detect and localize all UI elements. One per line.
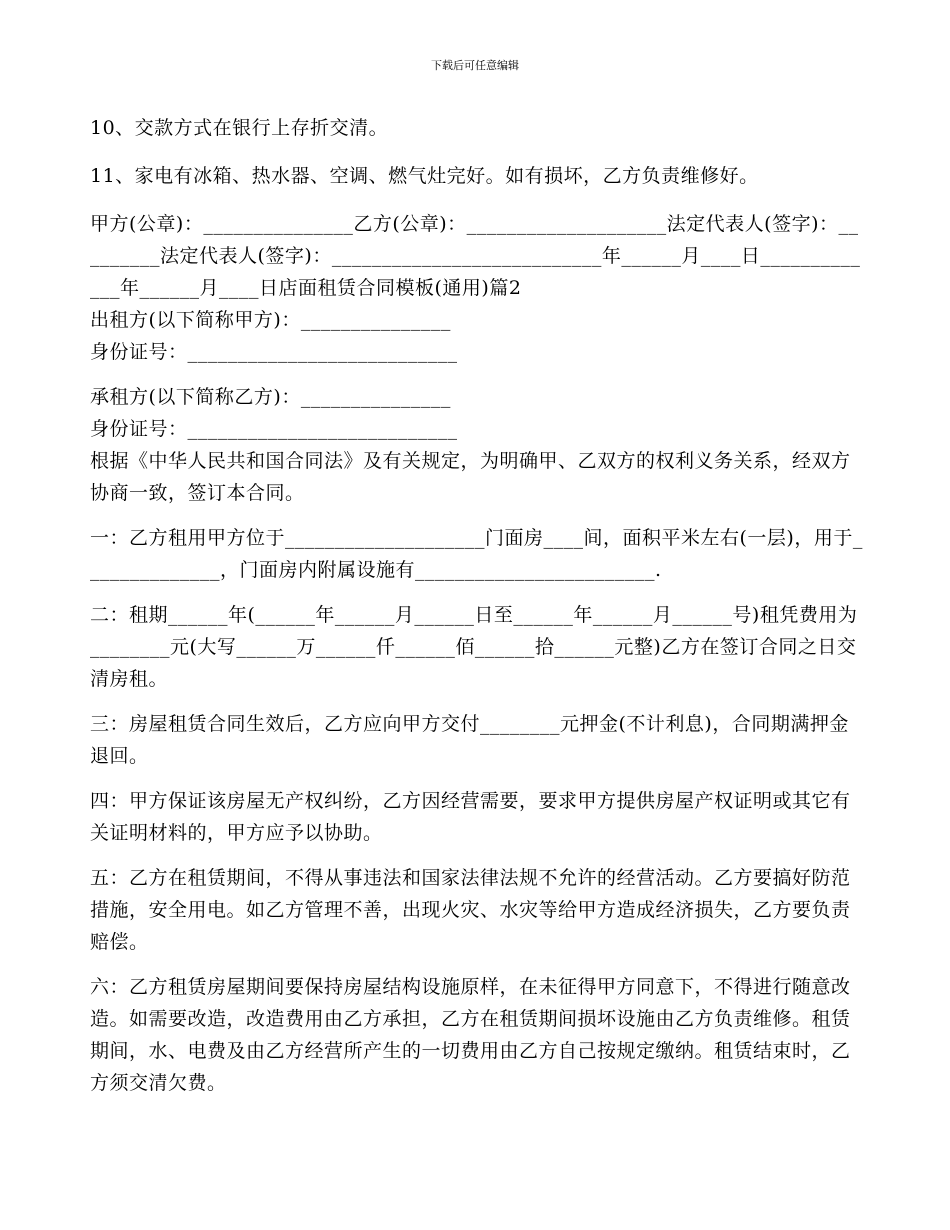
clause-6-maintenance: 六：乙方租赁房屋期间要保持房屋结构设施原样，在未征得甲方同意下，不得进行随意改造。如需要改造，改造费用由乙方承担，乙方在租赁期间损坏设施由乙方负责维修。租赁期间，水、电费及由乙方经营所产生的一切费用由乙方自己按规定缴纳。租赁结束时，乙方须交清欠费。 — [90, 976, 851, 1094]
clause-4-title: 四：甲方保证该房屋无产权纠纷，乙方因经营需要，要求甲方提供房屋产权证明或其它有关证明材料的，甲方应予以协助。 — [90, 790, 851, 844]
contract-preamble: 根据《中华人民共和国合同法》及有关规定，为明确甲、乙双方的权利义务关系，经双方协商一致，签订本合同。 — [90, 450, 851, 504]
clause-2-term-rent: 二：租期______年(______年______月______日至______年______月______号)租凭费用为________元(大写______万______仟______佰______拾______元整)乙方在签订合同之日交清房租。 — [90, 604, 858, 690]
clause-3-deposit: 三：房屋租赁合同生效后，乙方应向甲方交付________元押金(不计利息)，合同期满押金退回。 — [90, 713, 849, 767]
signature-block: 甲方(公章)：_______________乙方(公章)：____________________法定代表人(签字)：_________法定代表人(签字)：___________________________年______月____日_____________年______月____日店面租赁合同模板(通用)篇2 — [90, 213, 861, 299]
clause-1-premises: 一：乙方租用甲方位于____________________门面房____间，面积平米左右(一层)，用于______________，门面房内附属设施有________________________. — [90, 527, 863, 581]
lessee-id-line: 身份证号：___________________________ — [90, 418, 458, 440]
document-body — [90, 112, 865, 1099]
lessor-name-line: 出租方(以下简称甲方)：_______________ — [90, 309, 451, 331]
clause-11-appliances: 11、家电有冰箱、热水器、空调、燃气灶完好。如有损坏，乙方负责维修好。 — [90, 165, 759, 187]
page-header: 下载后可任意编辑 — [431, 59, 519, 72]
clause-5-conduct: 五：乙方在租赁期间，不得从事违法和国家法律法规不允许的经营活动。乙方要搞好防范措施，安全用电。如乙方管理不善，出现火灾、水灾等给甲方造成经济损失，乙方要负责赔偿。 — [90, 867, 851, 953]
clause-10-payment: 10、交款方式在银行上存折交清。 — [90, 117, 389, 139]
lessee-name-line: 承租方(以下简称乙方)：_______________ — [90, 386, 451, 408]
lessor-id-line: 身份证号：___________________________ — [90, 341, 458, 363]
